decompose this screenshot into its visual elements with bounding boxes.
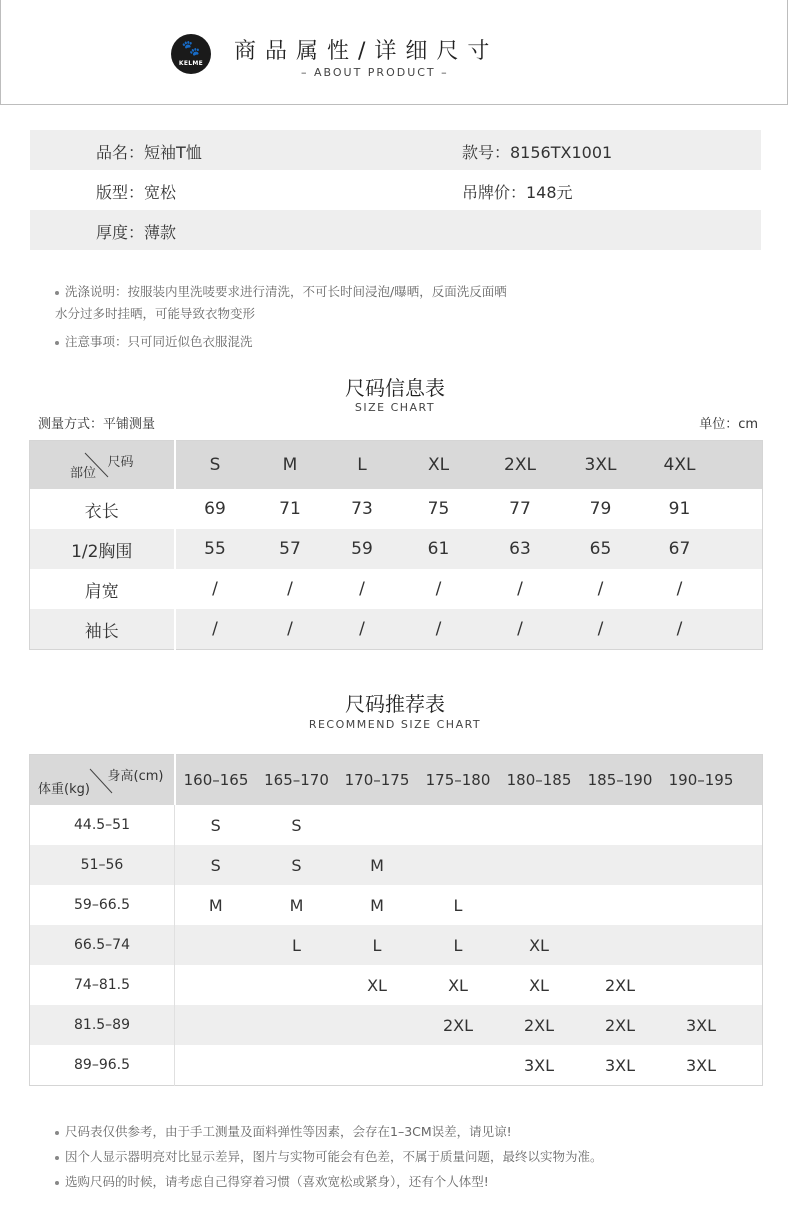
cell: 2XL: [499, 1005, 580, 1045]
cell: 2XL: [580, 1005, 661, 1045]
size-corner-cell: [30, 441, 175, 490]
height-col-header: 185–190: [580, 755, 661, 806]
cell: [337, 1045, 418, 1086]
weight-label: 51–56: [30, 845, 175, 885]
cell: [661, 845, 742, 885]
cell: [580, 845, 661, 885]
footer-note: [55, 1122, 603, 1147]
page-title: 商品属性/详细尺寸: [234, 39, 499, 64]
measure-method: 测量方式：平铺测量: [38, 417, 156, 432]
table-row: [30, 885, 763, 925]
cell: [175, 965, 257, 1005]
cell: [580, 885, 661, 925]
size-chart-title: 尺码信息表: [345, 376, 445, 400]
cell: /: [175, 609, 255, 650]
paw-icon: 🐾: [181, 39, 201, 57]
page-subtitle: – ABOUT PRODUCT –: [301, 66, 449, 79]
corner-part-label: 部位: [70, 466, 97, 481]
cell: XL: [529, 975, 549, 995]
weight-label: 89–96.5: [30, 1045, 175, 1086]
table-row: [30, 1005, 763, 1045]
corner-weight-label: 体重(kg): [38, 782, 90, 797]
recommend-corner-cell: [30, 755, 175, 806]
cell: M: [337, 845, 418, 885]
cell: L: [257, 925, 337, 965]
cell: /: [676, 579, 683, 599]
cell: /: [640, 609, 720, 650]
caution-text: 只可同近似色衣服混洗: [127, 334, 253, 349]
row-label: 衣长: [30, 489, 175, 529]
weight-label: 81.5–89: [30, 1005, 175, 1045]
cell: 79: [589, 499, 612, 519]
wash-text: 按服装内里洗唛要求进行清洗，不可长时间浸泡/曝晒，反面洗反面晒: [127, 284, 507, 299]
cell: XL: [448, 975, 468, 995]
cell: /: [435, 579, 442, 599]
height-col-header: 170–175: [337, 755, 418, 806]
cell: [175, 925, 257, 965]
cell: 3XL: [523, 1055, 555, 1075]
cell: 3XL: [604, 1055, 636, 1075]
weight-label: 44.5–51: [30, 805, 175, 845]
size-col-header: 2XL: [479, 441, 562, 490]
cell: 91: [668, 499, 691, 519]
footer-note: [55, 1147, 603, 1172]
size-chart-table: [29, 440, 763, 650]
empty-cell: [742, 1045, 763, 1086]
cell: 77: [509, 499, 531, 519]
cell: 67: [640, 529, 720, 569]
weight-label: 66.5–74: [30, 925, 175, 965]
empty-cell: [742, 755, 763, 806]
table-row: [30, 489, 763, 529]
attribute-thickness: 厚度：薄款: [96, 223, 177, 242]
cell: /: [597, 579, 604, 599]
cell: 55: [175, 529, 255, 569]
cell: 65: [562, 529, 640, 569]
attribute-row: [30, 210, 761, 250]
header-banner: [0, 0, 788, 105]
empty-cell: [720, 441, 763, 490]
cell: [418, 845, 499, 885]
empty-cell: [720, 569, 763, 609]
cell: [418, 1045, 499, 1086]
cell: /: [399, 609, 479, 650]
empty-cell: [720, 489, 763, 529]
footer-notes: [55, 1122, 603, 1197]
cell: /: [212, 579, 218, 599]
cell: M: [370, 895, 384, 915]
product-attributes: [30, 130, 761, 250]
height-col-header: 160–165: [175, 755, 257, 806]
row-label: 1/2胸围: [30, 529, 175, 569]
wash-label: 洗涤说明：: [65, 284, 128, 299]
recommend-size-table: [29, 754, 763, 1086]
bullet-icon: [55, 1181, 59, 1185]
cell: S: [175, 845, 257, 885]
attribute-name: 品名：短袖T恤: [96, 143, 202, 162]
height-col-header: 165–170: [257, 755, 337, 806]
cell: 2XL: [604, 975, 636, 995]
attribute-price: 吊牌价：148元: [462, 183, 573, 202]
empty-cell: [720, 609, 763, 650]
weight-label: 59–66.5: [30, 885, 175, 925]
recommend-chart-title: 尺码推荐表: [345, 692, 445, 716]
cell: 73: [351, 499, 373, 519]
cell: L: [453, 895, 463, 915]
cell: [257, 1005, 337, 1045]
cell: [661, 885, 742, 925]
cell: /: [359, 579, 365, 599]
caution-label: 注意事项：: [65, 334, 128, 349]
cell: 3XL: [661, 1005, 742, 1045]
attribute-row: [30, 170, 761, 210]
cell: [337, 805, 418, 845]
wash-note: [55, 282, 507, 304]
cell: S: [291, 815, 302, 835]
table-row: [30, 925, 763, 965]
cell: /: [517, 579, 523, 599]
cell: /: [255, 609, 326, 650]
footer-note-text: 因个人显示器明亮对比显示差异，图片与实物可能会有色差，不属于质量问题，最终以实物为准。: [65, 1149, 603, 1164]
table-row: [30, 1045, 763, 1086]
cell: XL: [367, 975, 387, 995]
cell: [499, 805, 580, 845]
cell: 61: [399, 529, 479, 569]
table-row: [30, 529, 763, 569]
size-col-header: 3XL: [562, 441, 640, 490]
cell: [499, 845, 580, 885]
attribute-row: [30, 130, 761, 170]
cell: XL: [499, 925, 580, 965]
kelme-logo: [171, 34, 211, 74]
corner-height-label: 身高(cm): [107, 769, 164, 784]
size-col-header: S: [175, 441, 255, 490]
cell: L: [418, 925, 499, 965]
cell: 3XL: [685, 1055, 717, 1075]
cell: [175, 1005, 257, 1045]
unit-label: 单位：cm: [699, 417, 758, 432]
table-row: [30, 609, 763, 650]
row-label: 肩宽: [30, 569, 175, 609]
cell: [499, 885, 580, 925]
cell: /: [562, 609, 640, 650]
cell: L: [337, 925, 418, 965]
cell: S: [257, 845, 337, 885]
logo-text: KELME: [178, 60, 204, 67]
cell: 69: [204, 499, 226, 519]
empty-cell: [742, 805, 763, 845]
bullet-icon: [55, 341, 59, 345]
cell: [661, 965, 742, 1005]
size-col-header: L: [326, 441, 399, 490]
wash-note-continued: 水分过多时挂晒，可能导致衣物变形: [55, 306, 256, 321]
cell: [580, 925, 661, 965]
size-col-header: XL: [399, 441, 479, 490]
cell: [661, 925, 742, 965]
empty-cell: [742, 965, 763, 1005]
cell: /: [326, 609, 399, 650]
recommend-chart-subtitle: RECOMMEND SIZE CHART: [308, 718, 482, 731]
corner-size-label: 尺码: [107, 455, 134, 470]
attribute-fit: 版型：宽松: [96, 183, 177, 202]
cell: 71: [279, 499, 301, 519]
cell: 75: [427, 499, 450, 519]
size-header-row: [30, 441, 763, 490]
empty-cell: [742, 925, 763, 965]
bullet-icon: [55, 291, 59, 295]
cell: [257, 1045, 337, 1086]
height-col-header: 175–180: [418, 755, 499, 806]
empty-cell: [720, 529, 763, 569]
diagonal-divider: [30, 441, 175, 489]
cell: M: [289, 895, 304, 915]
cell: 63: [479, 529, 562, 569]
row-label: 袖长: [30, 609, 175, 650]
cell: S: [210, 815, 221, 835]
cell: M: [208, 895, 223, 915]
cell: [661, 805, 742, 845]
cell: /: [287, 579, 293, 599]
cell: /: [479, 609, 562, 650]
table-row: [30, 805, 763, 845]
cell: 57: [255, 529, 326, 569]
table-row: [30, 965, 763, 1005]
table-row: [30, 845, 763, 885]
empty-cell: [742, 1005, 763, 1045]
weight-label: 74–81.5: [30, 965, 175, 1005]
size-col-header: 4XL: [640, 441, 720, 490]
recommend-header-row: [30, 755, 763, 806]
cell: [257, 965, 337, 1005]
bullet-icon: [55, 1156, 59, 1160]
attribute-style-no: 款号：8156TX1001: [462, 143, 613, 162]
bullet-icon: [55, 1131, 59, 1135]
height-col-header: 180–185: [499, 755, 580, 806]
cell: [580, 805, 661, 845]
footer-note-text: 尺码表仅供参考，由于手工测量及面料弹性等因素，会存在1–3CM误差，请见谅!: [65, 1124, 512, 1139]
footer-note-text: 选购尺码的时候，请考虑自己得穿着习惯（喜欢宽松或紧身），还有个人体型!: [65, 1174, 489, 1189]
cell: 59: [326, 529, 399, 569]
table-row: [30, 569, 763, 609]
care-notes: [55, 282, 507, 350]
cell: 2XL: [418, 1005, 499, 1045]
size-chart-subtitle: SIZE CHART: [354, 401, 436, 414]
caution-note: [55, 332, 507, 350]
height-col-header: 190–195: [661, 755, 742, 806]
cell: [175, 1045, 257, 1086]
empty-cell: [742, 845, 763, 885]
empty-cell: [742, 885, 763, 925]
cell: [418, 805, 499, 845]
footer-note: [55, 1172, 603, 1197]
cell: [337, 1005, 418, 1045]
size-col-header: M: [255, 441, 326, 490]
